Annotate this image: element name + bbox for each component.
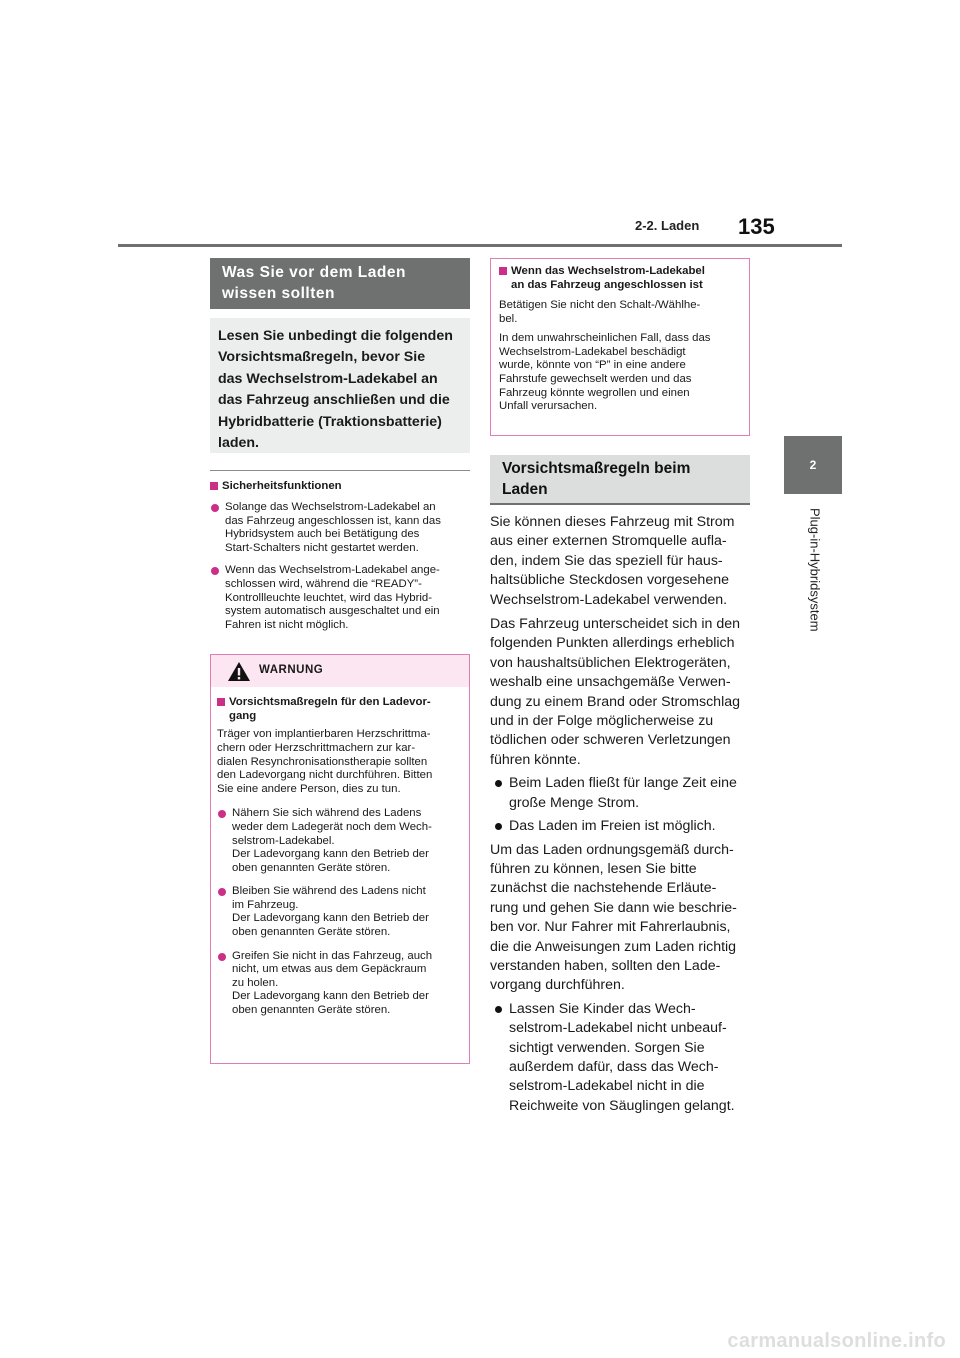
list-item: Wenn das Wechselstrom-Ladekabel ange- schlossen wird, während die “READY”- Kontrollleuchte leuchtet, wird das Hybrid- system automatisch ausgeschaltet und ein Fahren ist nicht möglich. [210,564,470,632]
section-title: 2-2. Laden [635,218,700,233]
note-paragraph: In dem unwahrscheinlichen Fall, dass das Wechselstrom-Ladekabel beschädigt wurde, könnte von “P” in eine andere Fahrstufe gewechselt werden und das Fahrzeug könnte wegrollen und einen Unfall verursachen. [499,332,711,413]
header-divider [118,244,842,247]
list-item: Beim Laden fließt für lange Zeit eine große Menge Strom. [490,774,750,813]
warning-paragraph: Träger von implantierbaren Herzschrittma- chern oder Herzschrittmachern zur kar- dialen Resynchronisationstherapie sollten den Ladevorgang nicht durchführen. Bitten Sie eine andere Person, dies zu tun. [217,728,433,795]
list-item: Solange das Wechselstrom-Ladekabel an das Fahrzeug angeschlossen ist, kann das Hybridsystem auch bei Betätigung des Start-Schalters nicht gestartet werden. [210,501,470,555]
warning-title: Vorsichtsmaßregeln für den Ladevor- gang [217,695,463,723]
chapter-number: 2 [809,458,817,472]
left-column [210,258,470,1064]
watermark [0,1316,960,1358]
chapter-label [800,508,830,648]
note-box [490,258,750,436]
intro-box: Lesen Sie unbedingt die folgenden Vorsichtsmaßregeln, bevor Sie das Wechselstrom-Ladekabel an das Fahrzeug anschließen und die Hybridbatterie (Traktionsbatterie) laden. [210,318,470,453]
safety-functions-title: Sicherheitsfunktionen [210,479,470,493]
divider [210,470,470,471]
chapter-label-text: Plug-in-Hybridsystem [807,508,823,632]
warning-body [211,687,469,1017]
note-title: Wenn das Wechselstrom-Ladekabel an das Fahrzeug angeschlossen ist [499,264,741,292]
list-item: Bleiben Sie während des Ladens nicht im Fahrzeug. Der Ladevorgang kann den Betrieb der oben genannten Geräte stören. [217,885,463,939]
list-item: Nähern Sie sich während des Ladens weder dem Ladegerät noch dem Wech- selstrom-Ladekabel. Der Ladevorgang kann den Betrieb der oben genannten Geräte stören. [217,807,463,875]
list-item: Greifen Sie nicht in das Fahrzeug, auch nicht, um etwas aus dem Gepäckraum zu holen. Der Ladevorgang kann den Betrieb der oben genannten Geräte stören. [217,950,463,1018]
section-heading-before-charging: Was Sie vor dem Laden wissen sollten [210,258,470,309]
section-heading-charging-precautions: Vorsichtsmaßregeln beim Laden [490,455,750,505]
warning-triangle-icon [227,661,251,682]
list-item: Das Laden im Freien ist möglich. [490,817,750,836]
body-paragraph: Sie können dieses Fahrzeug mit Strom aus einer externen Stromquelle aufla- den, indem Sie das speziell für haus- haltsübliche Steckdosen vorgesehene Wechselstrom-Ladekabel verwenden. [490,514,735,608]
chapter-tab [784,436,842,494]
body-paragraph: Das Fahrzeug unterscheidet sich in den folgenden Punkten allerdings erheblich von haushaltsüblichen Elektrogeräten, weshalb eine unsachgemäße Verwen- dung zu einem Brand oder Stromschlag und in der Folge möglicherweise zu tödlichen oder schweren Verletzungen führen könnte. [490,616,740,768]
body-paragraph: Um das Laden ordnungsgemäß durch- führen zu können, lesen Sie bitte zunächst die nachstehende Erläute- rung und gehen Sie dann wie beschrie- ben vor. Nur Fahrer mit Fahrerlaubnis, die die Anweisungen zum Laden richtig verstanden haben, sollten den Lade- vorgang durchführen. [490,841,737,994]
note-paragraph: Betätigen Sie nicht den Schalt-/Wählhe- bel. [499,299,701,325]
list-item: Lassen Sie Kinder das Wech- selstrom-Ladekabel nicht unbeauf- sichtigt verwenden. Sorgen Sie außerdem dafür, dass das Wech- selstrom-Ladekabel nicht in die Reichweite von Säuglingen gelangt. [490,1000,750,1116]
right-column [490,258,750,1116]
warning-header [211,655,469,687]
warning-label: WARNUNG [259,664,324,677]
watermark-text: carmanualsonline.info [727,1330,946,1352]
page-number: 135 [738,214,775,239]
warning-box [210,654,470,1064]
